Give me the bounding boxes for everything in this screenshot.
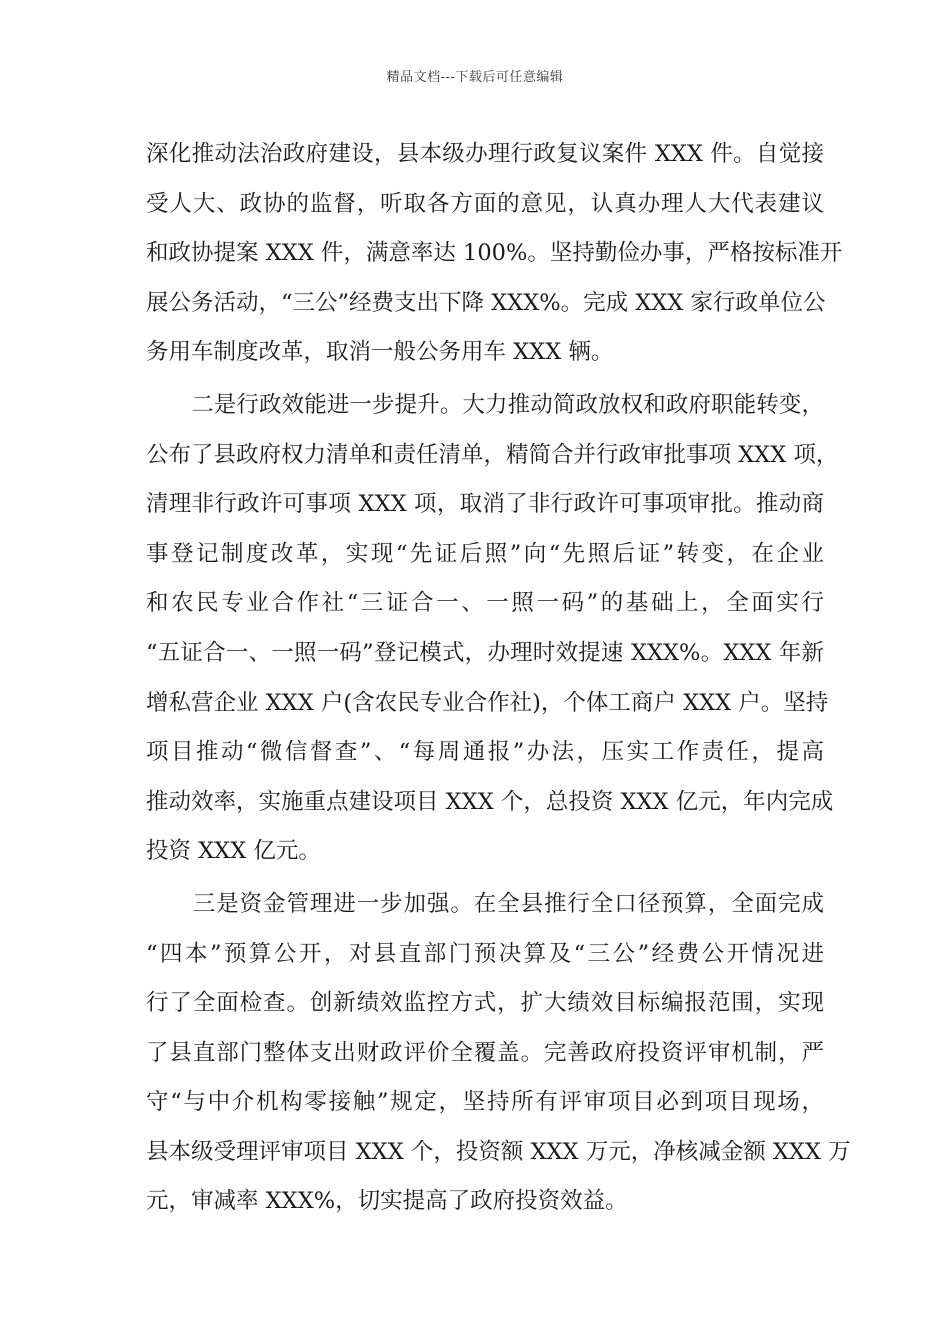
text-line: 事登记制度改革，实现“先证后照”向“先照后证”转变，在企业 (146, 540, 824, 567)
text-line: 元，审减率 XXX%，切实提高了政府投资效益。 (146, 1188, 628, 1215)
text-line: 和政协提案 XXX 件，满意率达 100%。坚持勤俭办事，严格按标准开 (146, 240, 843, 267)
paragraph-2 (146, 381, 839, 877)
text-line: 二是行政效能进一步提升。大力推动简政放权和政府职能转变， (146, 391, 824, 418)
text-line: 县本级受理评审项目 XXX 个，投资额 XXX 万元，净核减金额 XXX 万 (146, 1138, 851, 1165)
text-line: 公布了县政府权力清单和责任清单，精简合并行政审批事项 XXX 项， (146, 441, 839, 468)
text-line: 三是资金管理进一步加强。在全县推行全口径预算，全面完成 (146, 890, 824, 917)
text-line: 守“与中介机构零接触”规定，坚持所有评审项目必到项目现场， (146, 1089, 824, 1116)
text-line: 清理非行政许可事项 XXX 项，取消了非行政许可事项审批。推动商 (146, 491, 824, 518)
text-line: “五证合一、一照一码”登记模式，办理时效提速 XXX%。XXX 年新 (146, 639, 824, 666)
text-line: 项目推动“微信督查”、“每周通报”办法，压实工作责任，提高 (146, 739, 824, 766)
text-line: 深化推动法治政府建设，县本级办理行政复议案件 XXX 件。自觉接 (146, 141, 824, 167)
page-header: 精品文档---下载后可任意编辑 (386, 70, 564, 85)
text-line: 务用车制度改革，取消一般公务用车 XXX 辆。 (146, 339, 614, 366)
text-line: 受人大、政协的监督，听取各方面的意见，认真办理人大代表建议 (146, 190, 824, 217)
document-body (146, 130, 851, 1227)
text-line: 行了全面检查。创新绩效监控方式，扩大绩效目标编报范围，实现 (146, 990, 824, 1017)
text-line: 和农民专业合作社“三证合一、一照一码”的基础上，全面实行 (146, 590, 824, 617)
text-line: 推动效率，实施重点建设项目 XXX 个，总投资 XXX 亿元，年内完成 (146, 788, 834, 815)
text-line: 增私营企业 XXX 户(含农民专业合作社)，个体工商户 XXX 户。坚持 (146, 689, 829, 716)
text-line: 投资 XXX 亿元。 (146, 838, 321, 865)
text-line: 展公务活动，“三公”经费支出下降 XXX%。完成 XXX 家行政单位公 (146, 289, 826, 316)
text-line: “四本”预算公开，对县直部门预决算及“三公”经费公开情况进 (146, 940, 824, 967)
paragraph-1 (146, 130, 843, 378)
text-line: 了县直部门整体支出财政评价全覆盖。完善政府投资评审机制，严 (146, 1039, 824, 1066)
paragraph-3 (146, 880, 851, 1227)
